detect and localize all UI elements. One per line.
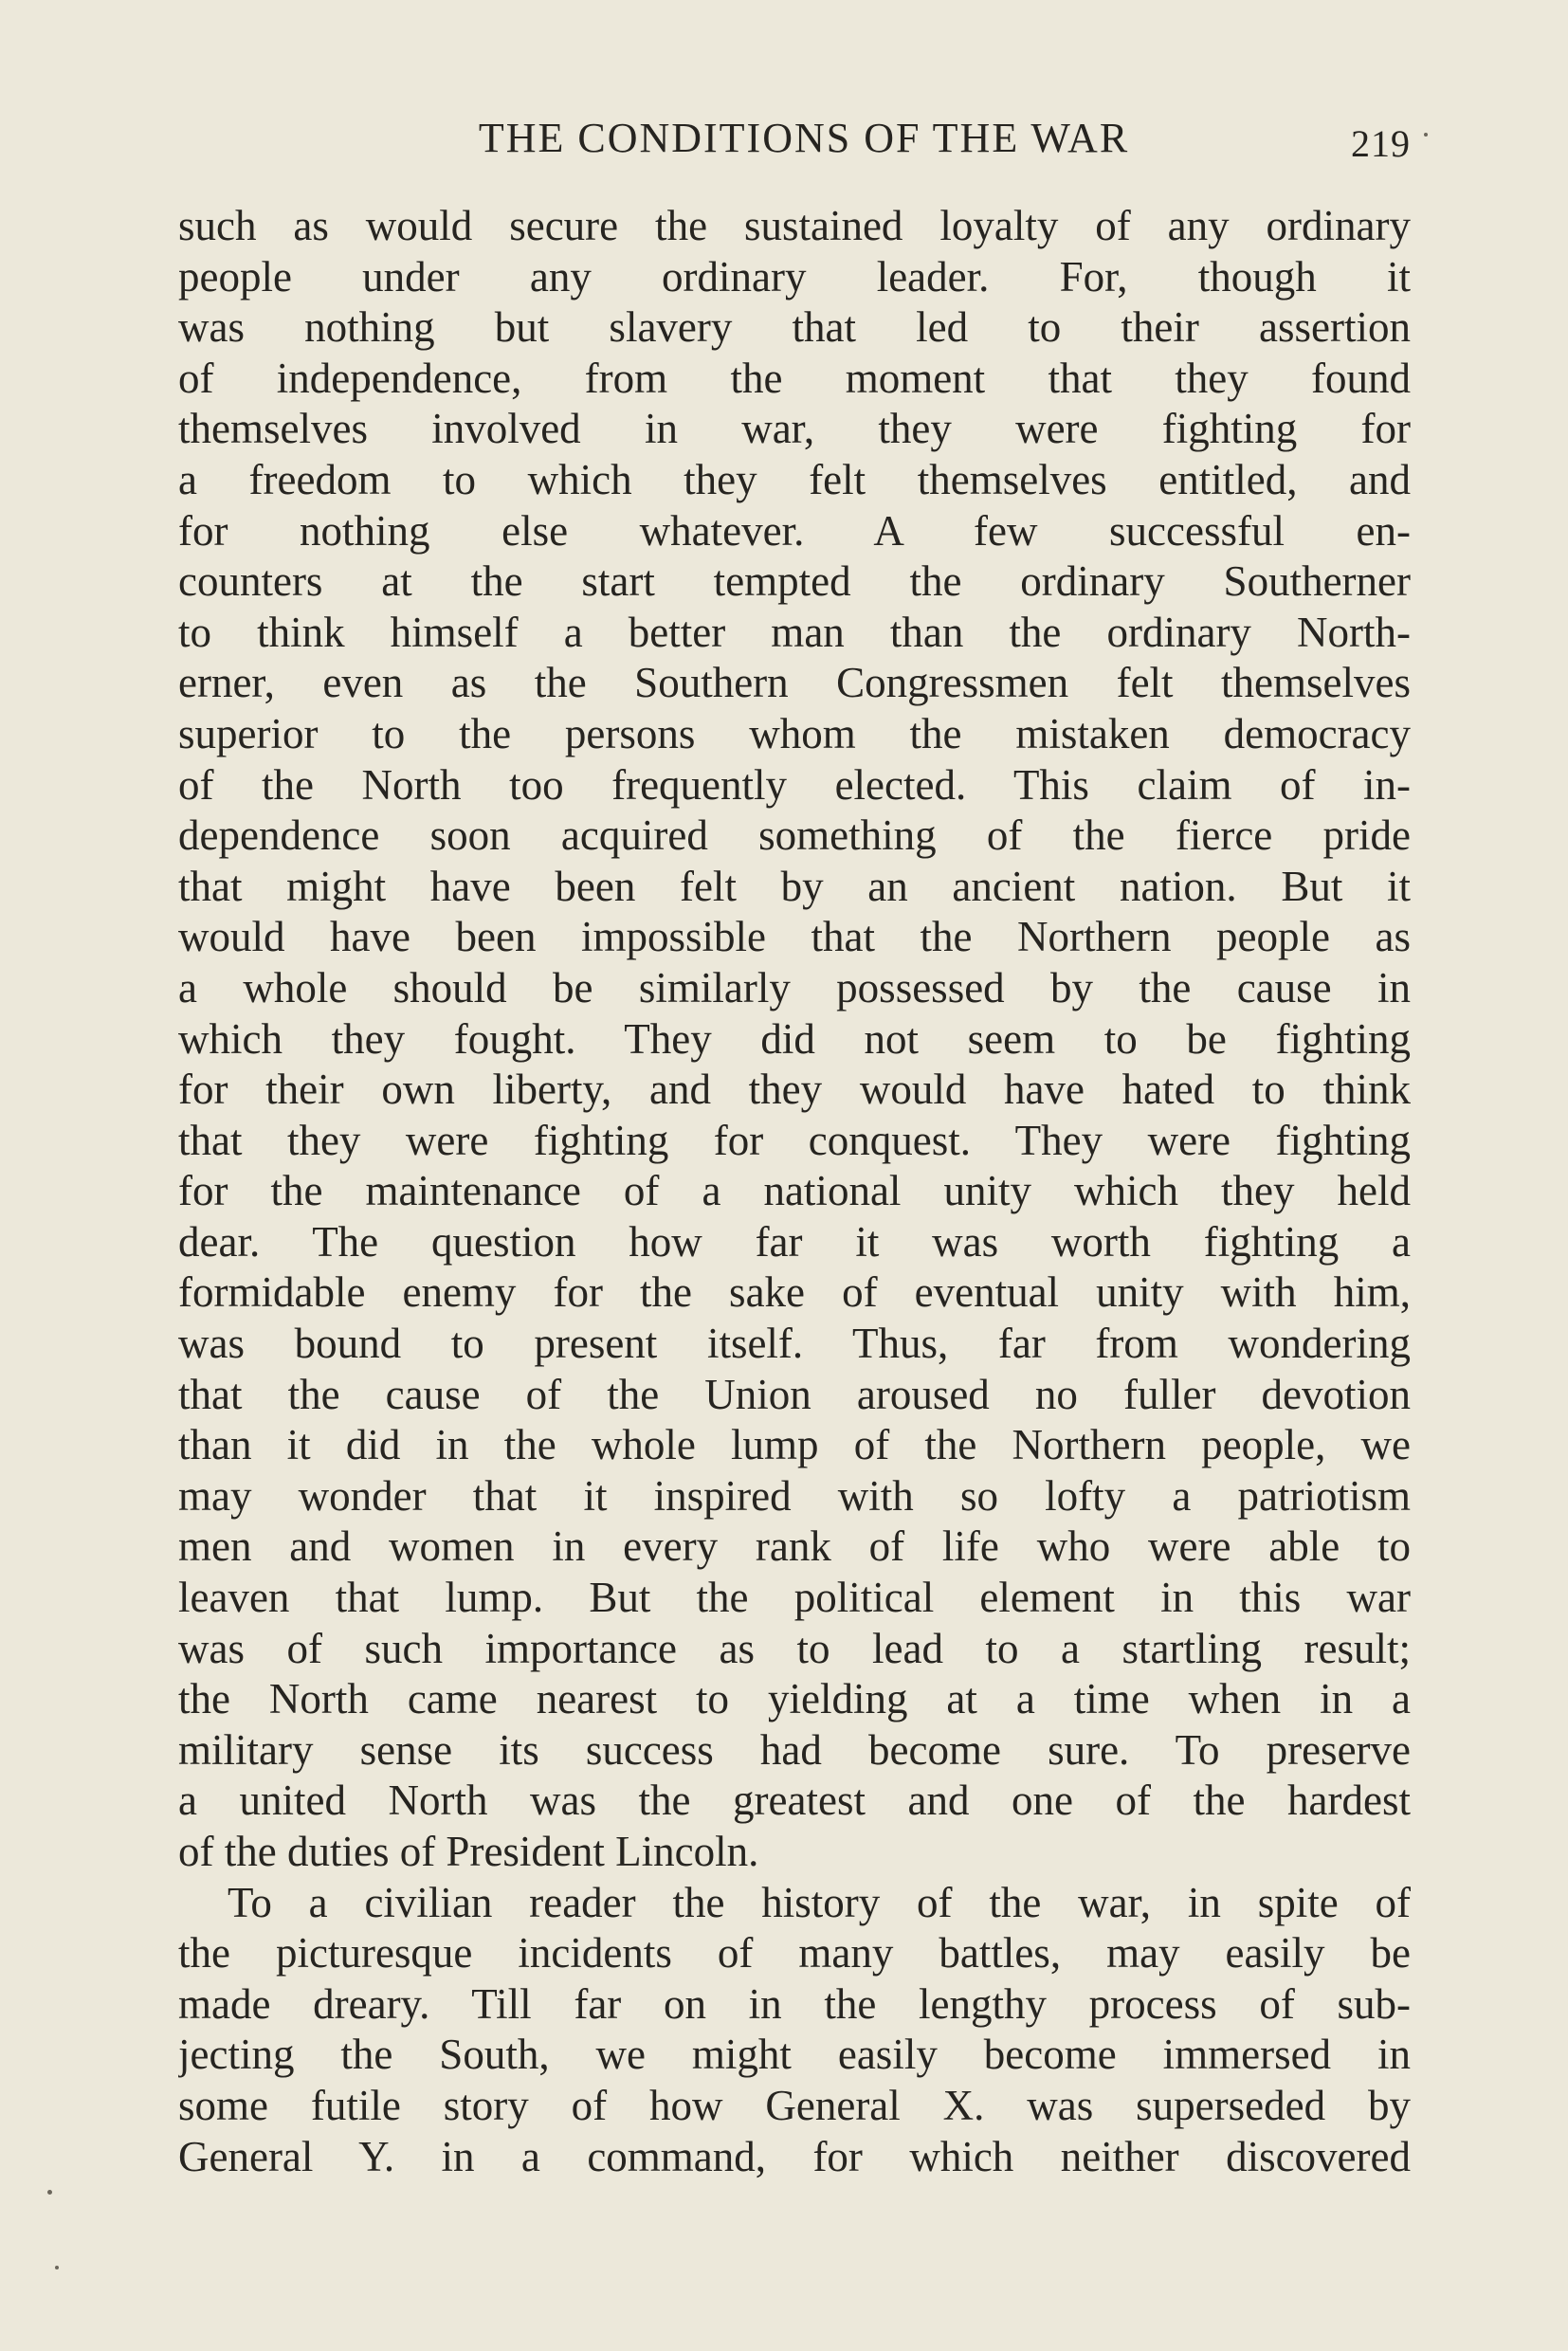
- text-line: a whole should be similarly possessed by the cause in: [178, 963, 1411, 1011]
- text-line: erner, even as the Southern Congressmen felt themselves: [178, 659, 1411, 707]
- running-head: THE CONDITIONS OF THE WAR: [478, 115, 1130, 161]
- text-line: the North came nearest to yielding at a time when in a: [178, 1675, 1411, 1723]
- text-line: jecting the South, we might easily become immersed in: [178, 2031, 1411, 2079]
- paragraph-end-line: of the duties of President Lincoln.: [178, 1828, 759, 1875]
- text-line: the picturesque incidents of many battles, may easily be: [178, 1929, 1411, 1977]
- body-text: [178, 201, 1411, 2182]
- paper-speck: [55, 2266, 59, 2269]
- text-line: superior to the persons whom the mistaken democracy: [178, 709, 1411, 757]
- text-line: was nothing but slavery that led to their assertion: [178, 303, 1411, 352]
- paragraph-start-line: To a civilian reader the history of the war, in spite of: [228, 1878, 1411, 1926]
- text-line: for nothing else whatever. A few successful en-: [178, 506, 1411, 555]
- text-line: that they were fighting for conquest. They were fighting: [178, 1116, 1411, 1164]
- page-number: 219: [1351, 122, 1411, 165]
- text-line: was bound to present itself. Thus, far from wondering: [178, 1320, 1411, 1368]
- text-line: military sense its success had become sure. To preserve: [178, 1725, 1411, 1774]
- text-line: a freedom to which they felt themselves entitled, and: [178, 455, 1411, 503]
- page-header: [178, 114, 1411, 171]
- text-line: for the maintenance of a national unity which they held: [178, 1167, 1411, 1215]
- paper-speck: [47, 2190, 52, 2195]
- text-line: may wonder that it inspired with so lofty a patriotism: [178, 1471, 1411, 1520]
- text-line: for their own liberty, and they would have hated to think: [178, 1066, 1411, 1114]
- text-line: that the cause of the Union aroused no fuller devotion: [178, 1370, 1411, 1418]
- text-line: leaven that lump. But the political element in this war: [178, 1574, 1411, 1622]
- text-line: made dreary. Till far on in the lengthy process of sub-: [178, 1979, 1411, 2028]
- text-line: which they fought. They did not seem to be fighting: [178, 1014, 1411, 1063]
- text-line: formidable enemy for the sake of eventual unity with him,: [178, 1268, 1411, 1317]
- text-line: than it did in the whole lump of the Northern people, we: [178, 1421, 1411, 1469]
- text-line: of the North too frequently elected. This claim of in-: [178, 760, 1411, 809]
- text-line: of independence, from the moment that they found: [178, 354, 1411, 402]
- text-line: that might have been felt by an ancient nation. But it: [178, 862, 1411, 910]
- text-line: dear. The question how far it was worth fighting a: [178, 1217, 1411, 1266]
- paper-speck: [1424, 133, 1428, 137]
- text-line: General Y. in a command, for which neither discovered: [178, 2132, 1411, 2180]
- text-line: was of such importance as to lead to a startling result;: [178, 1624, 1411, 1672]
- text-line: people under any ordinary leader. For, though it: [178, 252, 1411, 301]
- text-line: themselves involved in war, they were fighting for: [178, 405, 1411, 453]
- text-line: such as would secure the sustained loyalty of any ordinary: [178, 202, 1411, 249]
- text-line: dependence soon acquired something of the fierce pride: [178, 811, 1411, 860]
- text-line: to think himself a better man than the ordinary North-: [178, 608, 1411, 656]
- text-line: some futile story of how General X. was superseded by: [178, 2081, 1411, 2129]
- text-line: a united North was the greatest and one of the hardest: [178, 1777, 1411, 1825]
- text-line: would have been impossible that the Northern people as: [178, 913, 1411, 961]
- text-line: men and women in every rank of life who were able to: [178, 1522, 1411, 1571]
- text-line: counters at the start tempted the ordinary Southerner: [178, 557, 1411, 606]
